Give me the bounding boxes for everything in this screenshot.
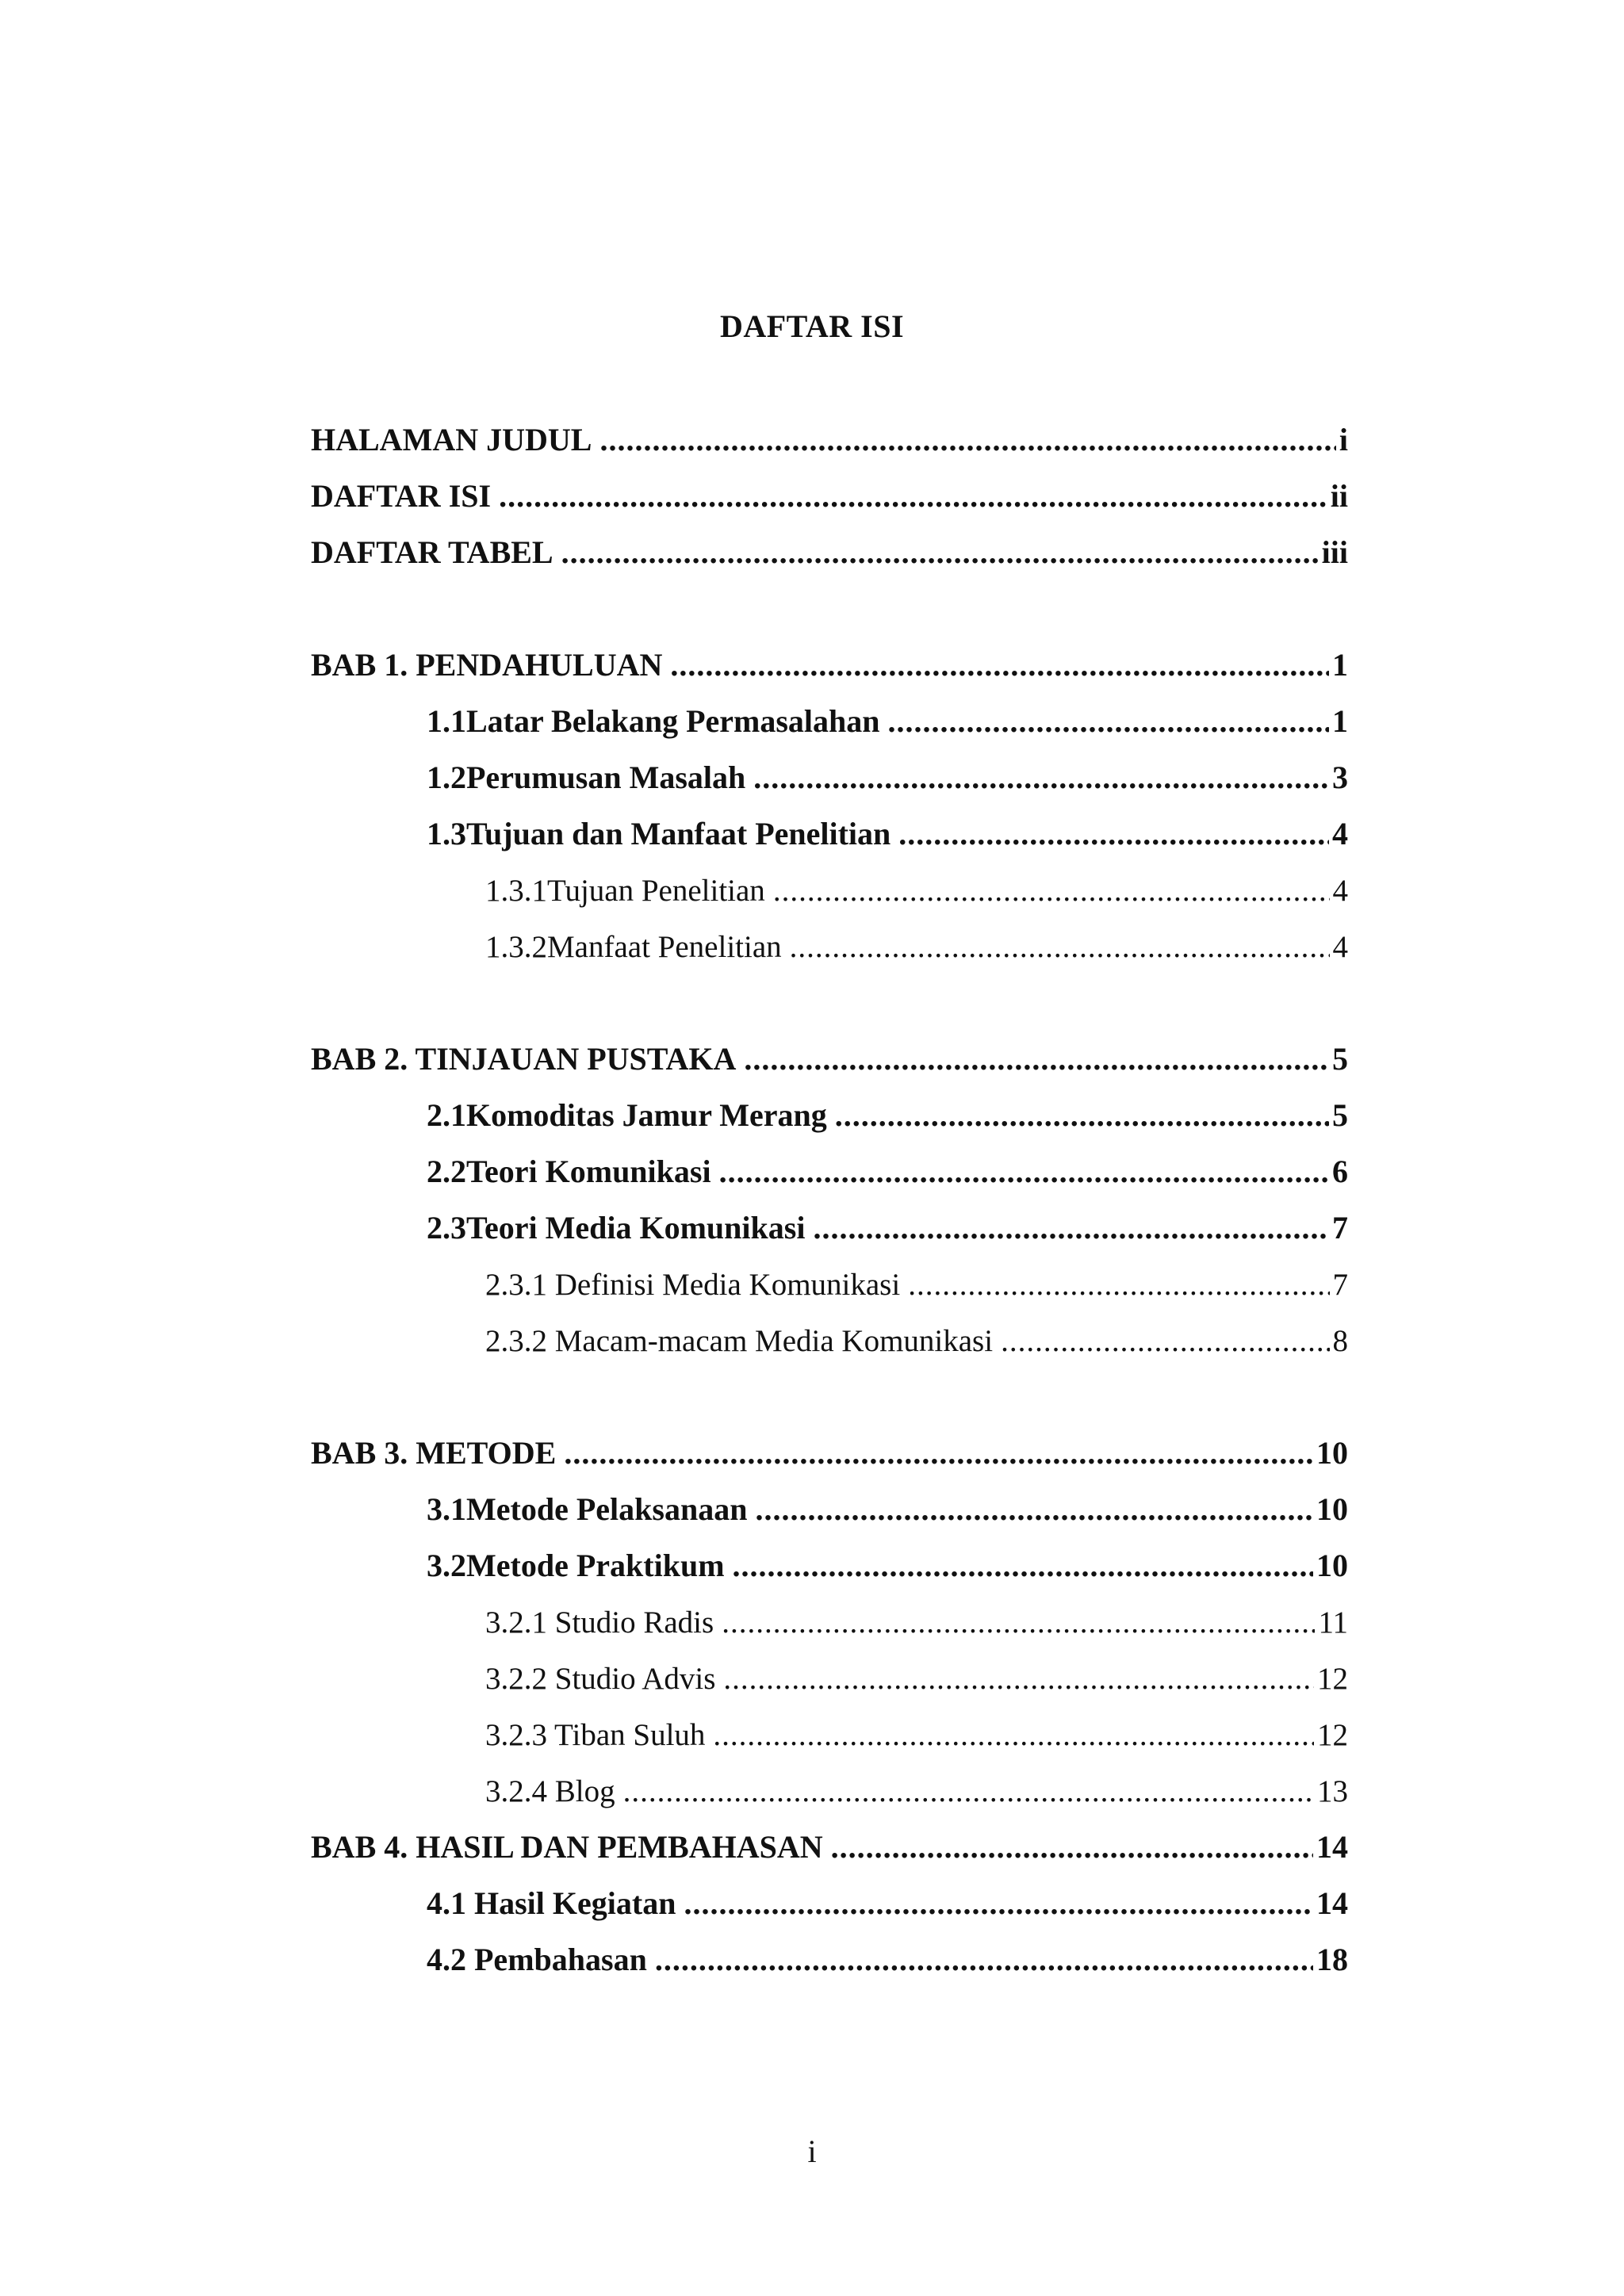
toc-entry-label: 4.1 Hasil Kegiatan	[427, 1885, 676, 1921]
dot-leader	[713, 1717, 1314, 1753]
toc-entry-bab-1[interactable]	[311, 644, 1348, 683]
toc-entry-label: Latar Belakang Permasalahan	[466, 703, 880, 739]
toc-entry-1-3-2[interactable]	[485, 925, 1348, 965]
toc-entry-page: 4	[1332, 930, 1348, 964]
dot-leader	[564, 1434, 1313, 1471]
dot-leader	[655, 1941, 1313, 1978]
toc-entry-4-2[interactable]	[427, 1938, 1348, 1978]
toc-entry-label: DAFTAR ISI	[311, 478, 492, 514]
toc-entry-page: 7	[1332, 1268, 1348, 1302]
toc-entry-label: Manfaat Penelitian	[547, 930, 782, 964]
toc-entry-1-3[interactable]	[427, 813, 1348, 852]
toc-entry-number: 2.2	[427, 1154, 466, 1189]
toc-entry-label: 2.3.1 Definisi Media Komunikasi	[485, 1268, 901, 1302]
toc-entry-label: 3.2.3 Tiban Suluh	[485, 1718, 706, 1752]
toc-entry-daftar-tabel[interactable]	[311, 531, 1348, 571]
toc-entry-page: 18	[1316, 1942, 1348, 1977]
dot-leader	[831, 1828, 1313, 1866]
toc-entry-4-1[interactable]	[427, 1882, 1348, 1922]
toc-entry-page: 6	[1332, 1154, 1348, 1189]
dot-leader	[773, 873, 1330, 909]
toc-entry-halaman-judul[interactable]	[311, 419, 1348, 458]
toc-entry-label: Tujuan Penelitian	[547, 874, 765, 908]
toc-entry-label: 3.2.4 Blog	[485, 1774, 615, 1808]
toc-entry-label: Teori Media Komunikasi	[466, 1210, 806, 1246]
toc-entry-page: 3	[1332, 760, 1348, 795]
toc-entry-page: 14	[1316, 1885, 1348, 1921]
dot-leader	[744, 1040, 1329, 1077]
dot-leader	[723, 1661, 1314, 1697]
toc-entry-1-1[interactable]	[427, 700, 1348, 740]
toc-entry-page: 1	[1332, 703, 1348, 739]
toc-entry-bab-2[interactable]	[311, 1038, 1348, 1077]
dot-leader	[719, 1153, 1329, 1190]
toc-entry-label: Metode Pelaksanaan	[466, 1491, 748, 1527]
toc-entry-1-3-1[interactable]	[485, 869, 1348, 909]
toc-entry-label: DAFTAR TABEL	[311, 534, 553, 570]
toc-entry-page: 5	[1332, 1041, 1348, 1077]
toc-entry-label: 2.3.2 Macam-macam Media Komunikasi	[485, 1324, 994, 1358]
toc-entry-page: ii	[1330, 478, 1348, 514]
toc-entry-3-2[interactable]	[427, 1544, 1348, 1584]
toc-entry-2-3-1[interactable]	[485, 1263, 1348, 1303]
dot-leader	[599, 421, 1335, 458]
toc-entry-page: 10	[1316, 1491, 1348, 1527]
toc-entry-label: BAB 4. HASIL DAN PEMBAHASAN	[311, 1829, 823, 1865]
toc-entry-page: 8	[1332, 1324, 1348, 1358]
page-number: i	[807, 2133, 817, 2169]
toc-entry-label: BAB 3. METODE	[311, 1435, 557, 1471]
toc-entry-2-2[interactable]	[427, 1150, 1348, 1190]
toc-entry-label: 3.2.1 Studio Radis	[485, 1605, 714, 1640]
toc-entry-label: 4.2 Pembahasan	[427, 1942, 647, 1977]
toc-entry-number: 1.3.2	[485, 930, 547, 964]
toc-entry-1-2[interactable]	[427, 756, 1348, 796]
toc-entry-page: 11	[1318, 1605, 1348, 1640]
dot-leader	[908, 1267, 1329, 1303]
dot-leader	[898, 815, 1329, 852]
toc-entry-number: 2.1	[427, 1097, 466, 1133]
toc-entry-page: 7	[1332, 1210, 1348, 1246]
toc-entry-page: 12	[1317, 1718, 1348, 1752]
dot-leader	[623, 1774, 1314, 1809]
toc-entry-2-3-2[interactable]	[485, 1319, 1348, 1359]
toc-entry-number: 3.1	[427, 1491, 466, 1527]
toc-entry-number: 2.3	[427, 1210, 466, 1246]
toc-entry-page: 5	[1332, 1097, 1348, 1133]
toc-entry-3-2-2[interactable]	[485, 1657, 1348, 1697]
toc-entry-page: 14	[1316, 1829, 1348, 1865]
toc-entry-page: 10	[1316, 1435, 1348, 1471]
toc-entry-label: Komoditas Jamur Merang	[466, 1097, 827, 1133]
toc-entry-page: i	[1339, 422, 1348, 457]
dot-leader	[733, 1547, 1313, 1584]
dot-leader	[499, 477, 1327, 515]
toc-entry-page: 1	[1332, 647, 1348, 683]
toc-entry-2-1[interactable]	[427, 1094, 1348, 1134]
toc-entry-label: HALAMAN JUDUL	[311, 422, 592, 457]
toc-entry-3-2-3[interactable]	[485, 1713, 1348, 1753]
toc-entry-label: Perumusan Masalah	[466, 760, 746, 795]
toc-entry-2-3[interactable]	[427, 1207, 1348, 1246]
toc-entry-page: 4	[1332, 874, 1348, 908]
toc-entry-number: 1.3	[427, 816, 466, 851]
toc-entry-3-2-4[interactable]	[485, 1770, 1348, 1809]
dot-leader	[670, 646, 1329, 683]
toc-entry-label: BAB 2. TINJAUAN PUSTAKA	[311, 1041, 737, 1077]
dot-leader	[1001, 1323, 1329, 1359]
toc-entry-label: Teori Komunikasi	[466, 1154, 711, 1189]
toc-entry-label: 3.2.2 Studio Advis	[485, 1662, 716, 1696]
toc-entry-number: 1.2	[427, 760, 466, 795]
toc-entry-3-1[interactable]	[427, 1488, 1348, 1528]
toc-entry-bab-4[interactable]	[311, 1826, 1348, 1866]
dot-leader	[835, 1096, 1329, 1134]
toc-entry-bab-3[interactable]	[311, 1432, 1348, 1471]
dot-leader	[755, 1490, 1313, 1528]
toc-entry-page: 4	[1332, 816, 1348, 851]
toc-entry-number: 1.1	[427, 703, 466, 739]
toc-entry-daftar-isi[interactable]	[311, 475, 1348, 515]
page-title: DAFTAR ISI	[719, 308, 905, 344]
dot-leader	[888, 702, 1329, 740]
toc-entry-3-2-1[interactable]	[485, 1601, 1348, 1640]
dot-leader	[753, 759, 1329, 796]
toc-entry-page: 12	[1317, 1662, 1348, 1696]
toc-entry-number: 1.3.1	[485, 874, 547, 908]
dot-leader	[722, 1605, 1315, 1640]
toc-entry-label: Tujuan dan Manfaat Penelitian	[466, 816, 891, 851]
dot-leader	[561, 534, 1319, 571]
toc-entry-label: Metode Praktikum	[466, 1548, 725, 1583]
toc-entry-page: 10	[1316, 1548, 1348, 1583]
toc-entry-number: 3.2	[427, 1548, 466, 1583]
dot-leader	[813, 1209, 1329, 1246]
toc-entry-page: 13	[1317, 1774, 1348, 1808]
toc-entry-page: iii	[1321, 534, 1348, 570]
toc-entry-label: BAB 1. PENDAHULUAN	[311, 647, 663, 683]
dot-leader	[684, 1885, 1313, 1922]
dot-leader	[790, 929, 1330, 965]
